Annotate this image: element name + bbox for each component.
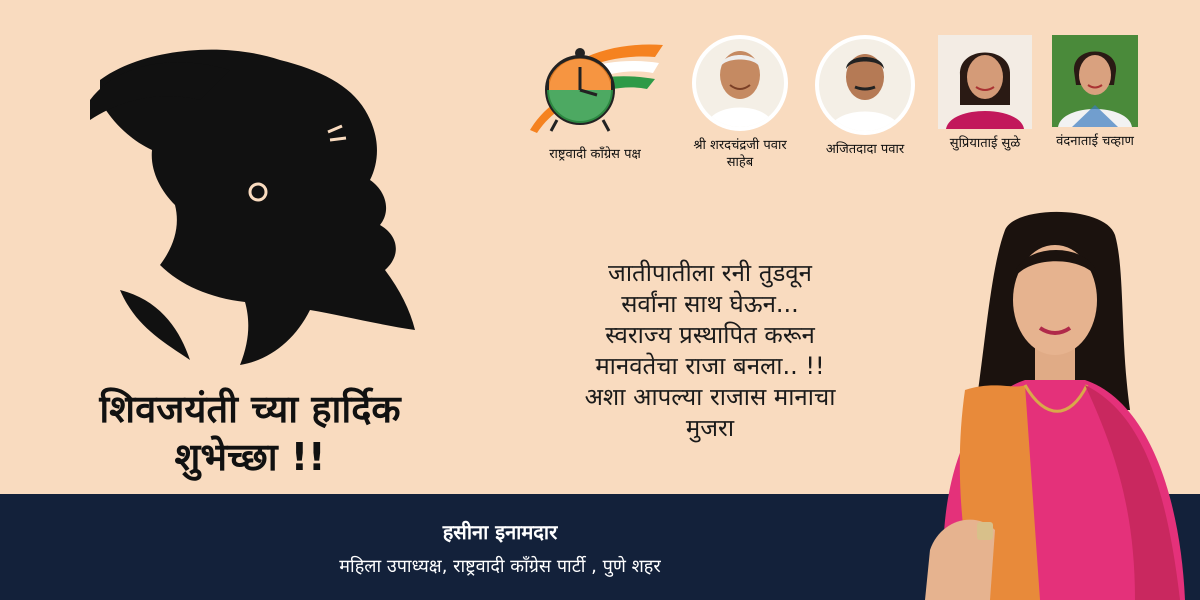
- poem-line-5: अशा आपल्या राजास मानाचा: [584, 383, 836, 411]
- shivaji-silhouette-image: [80, 40, 420, 370]
- leader-label-supriya-sule: सुप्रियाताई सुळे: [949, 136, 1021, 151]
- leader-label-ajit-pawar: अजितदादा पवार: [825, 142, 905, 157]
- greeting-line-2: शुभेच्छा !!: [174, 435, 326, 479]
- leader-ajit-pawar: [805, 35, 925, 158]
- poem-line-3: स्वराज्य प्रस्थापित करून: [605, 321, 815, 349]
- poem-line-1: जातीपातीला रनी तुडवून: [608, 259, 812, 287]
- leader-label-vandana-chavan: वंदनाताई चव्हाण: [1056, 134, 1134, 149]
- portrait-vandana-chavan: [1052, 35, 1138, 127]
- ncp-clock-logo: [525, 35, 665, 135]
- leader-party-logo: [525, 35, 665, 163]
- poem-line-2: सर्वांना साथ घेऊन...: [621, 290, 799, 318]
- portrait-ajit-pawar: [815, 35, 915, 135]
- leader-sharad-pawar: [680, 35, 800, 171]
- portrait-sharad-pawar: [692, 35, 788, 131]
- greeting-text: [60, 385, 440, 481]
- portrait-supriya-sule: [938, 35, 1032, 129]
- footer-name: हसीना इनामदार: [442, 520, 558, 544]
- greeting-line-1: शिवजयंती च्या हार्दिक: [99, 387, 401, 431]
- leader-supriya-sule: [930, 35, 1040, 152]
- poem-line-4: मानवतेचा राजा बनला.. !!: [595, 352, 825, 380]
- footer-designation: महिला उपाध्यक्ष, राष्ट्रवादी कॉंग्रेस पार्टी , पुणे शहर: [339, 556, 661, 577]
- leader-vandana-chavan: [1040, 35, 1150, 150]
- leader-label-sharad-pawar: श्री शरदचंद्रजी पवार साहेब: [693, 138, 787, 170]
- leader-label-party: राष्ट्रवादी कॉंग्रेस पक्ष: [549, 147, 641, 162]
- poem-text: [510, 258, 910, 444]
- poem-line-6: मुजरा: [685, 414, 735, 442]
- portrait-hasina-inamdar: [905, 210, 1200, 600]
